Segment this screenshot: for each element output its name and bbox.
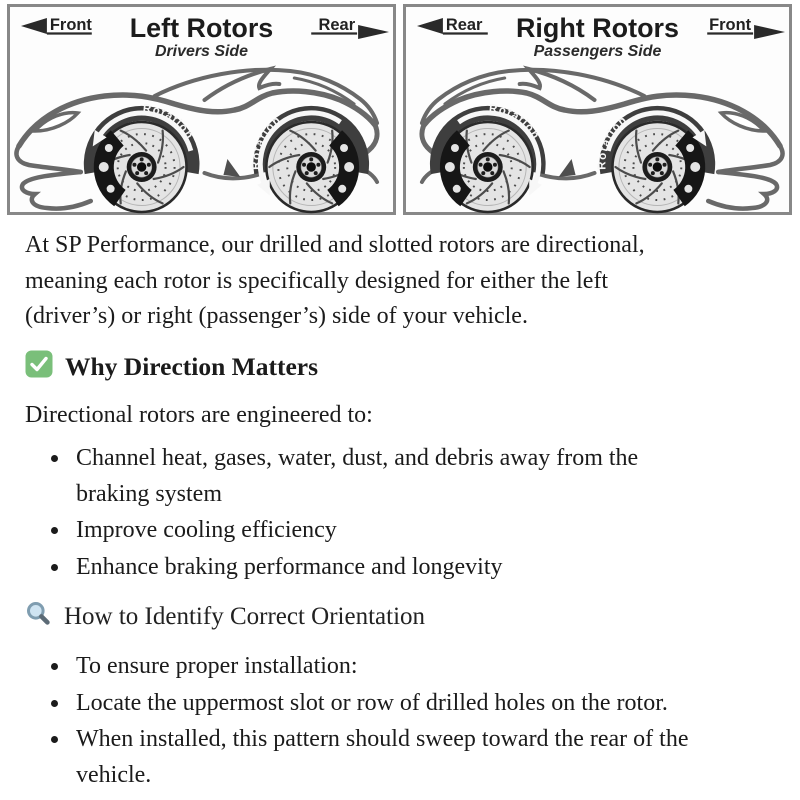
panel-title: Right Rotors <box>516 12 679 44</box>
section-title: Why Direction Matters <box>65 352 319 381</box>
front-direction-label: Front <box>709 15 752 35</box>
section-heading-how-to-identify <box>25 600 775 633</box>
magnifying-glass-icon <box>25 600 52 634</box>
rotation-label: Rotation <box>488 102 542 142</box>
intro-paragraph: At SP Performance, our drilled and slotted rotors are directional, meaning each rotor is specifically designed for either the left (driver’s) or right (passenger’s) side of your vehicle. <box>25 232 645 329</box>
how-to-identify-bullet-list <box>25 649 775 793</box>
rotation-label: Rotation <box>142 102 196 142</box>
left-rotors-panel <box>7 4 396 215</box>
list-item: • Enhance braking performance and longevity <box>71 550 775 586</box>
rear-direction-label: Rear <box>445 15 483 35</box>
rotor-direction-diagram <box>0 0 800 215</box>
why-direction-bullet-list <box>25 441 775 585</box>
section-lead: Directional rotors are engineered to: <box>25 401 373 428</box>
right-rotors-panel <box>403 4 792 215</box>
list-item: • Channel heat, gases, water, dust, and debris away from the braking system <box>71 441 775 512</box>
section-title: How to Identify Correct Orientation <box>64 602 426 630</box>
rear-direction-label: Rear <box>318 15 356 35</box>
list-item: • To ensure proper installation: <box>71 649 775 685</box>
rotation-label: Rotation <box>596 113 630 170</box>
panel-subtitle: Drivers Side <box>154 42 249 61</box>
panel-title: Left Rotors <box>129 12 274 44</box>
section-heading-why-direction-matters <box>25 351 775 384</box>
check-mark-button-icon <box>25 350 53 385</box>
article-body <box>0 228 800 793</box>
front-direction-label: Front <box>49 15 92 35</box>
rotation-label: Rotation <box>250 113 284 170</box>
list-item: • Improve cooling efficiency <box>71 513 775 549</box>
list-item: • Locate the uppermost slot or row of drilled holes on the rotor. <box>71 686 775 722</box>
list-item: • When installed, this pattern should sweep toward the rear of the vehicle. <box>71 722 775 793</box>
panel-subtitle: Passengers Side <box>533 42 662 61</box>
